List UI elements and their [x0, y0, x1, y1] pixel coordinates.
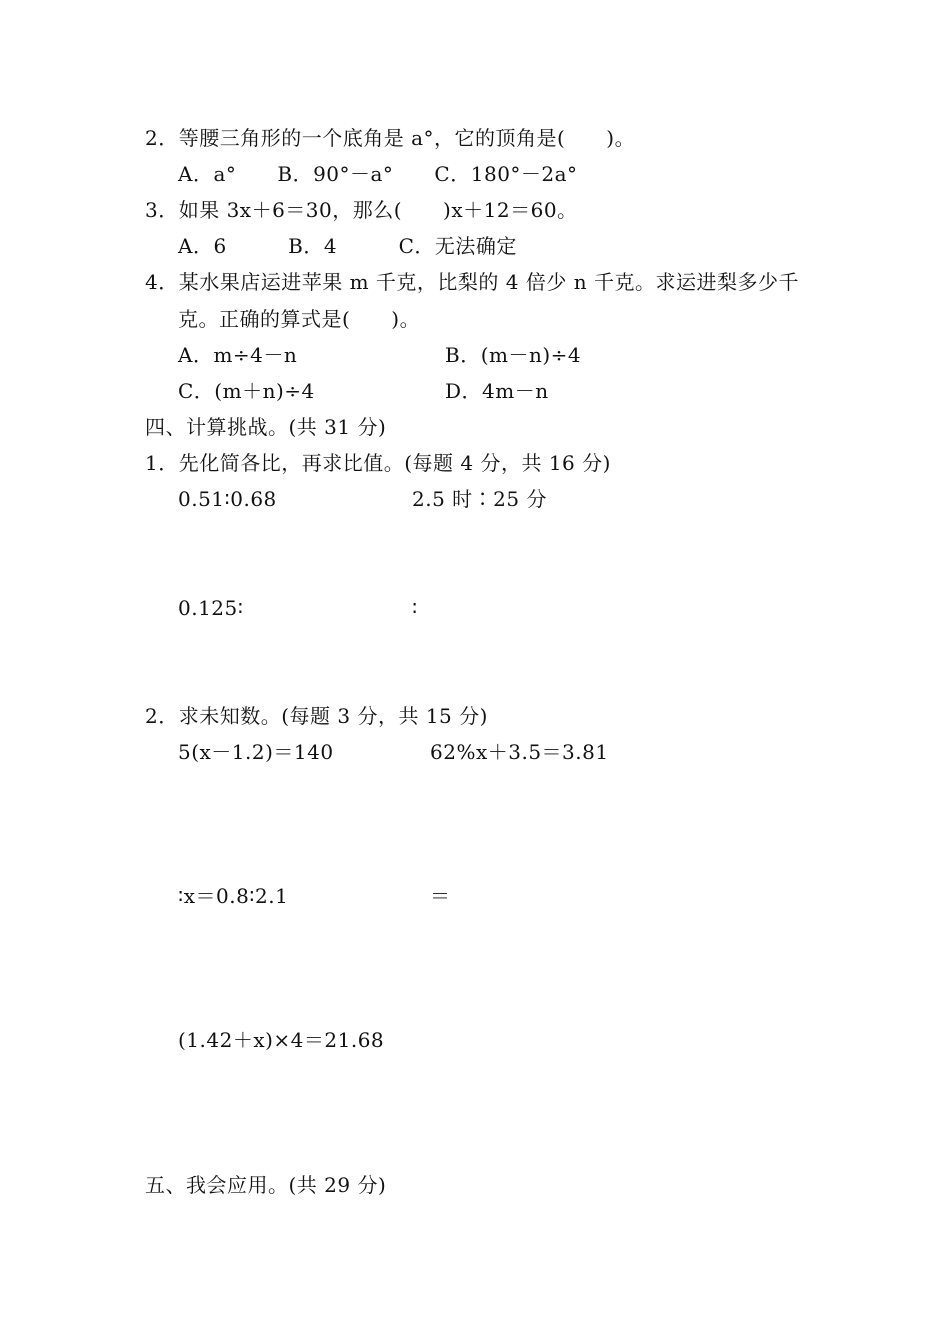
section4-heading: 四、计算挑战。(共 31 分) [145, 415, 387, 439]
q4-option-c: C．(m＋n)÷4 [178, 379, 315, 403]
equation-5: (1.42＋x)×4＝21.68 [178, 1028, 385, 1052]
ratio-item-1: 0.51∶0.68 [178, 487, 277, 511]
q4-stem-line1: 4．某水果店运进苹果 m 千克，比梨的 4 倍少 n 千克。求运进梨多少千 [145, 270, 799, 294]
q2-options: A．a° B．90°－a° C．180°－2a° [178, 162, 578, 186]
q4-stem-line2: 克。正确的算式是( )。 [178, 307, 421, 331]
ratio-item-3: 0.125∶ [178, 596, 244, 620]
q3-options: A．6 B．4 C．无法确定 [178, 234, 517, 258]
section5-heading: 五、我会应用。(共 29 分) [145, 1173, 387, 1197]
section4-sub1-title: 1．先化简各比，再求比值。(每题 4 分，共 16 分) [145, 451, 611, 475]
q4-option-d: D．4m－n [445, 379, 549, 403]
q4-option-b: B．(m－n)÷4 [445, 343, 582, 367]
q4-option-a: A．m÷4－n [178, 343, 298, 367]
ratio-item-2: 2.5 时∶25 分 [412, 487, 547, 511]
q3-stem: 3．如果 3x＋6＝30，那么( )x＋12＝60。 [145, 198, 578, 222]
section4-sub2-title: 2．求未知数。(每题 3 分，共 15 分) [145, 704, 488, 728]
equation-1: 5(x－1.2)＝140 [178, 740, 334, 764]
ratio-item-4: ∶ [412, 596, 418, 620]
equation-3: ∶x＝0.8∶2.1 [178, 884, 289, 908]
equation-2: 62%x＋3.5＝3.81 [430, 740, 609, 764]
equation-4: ＝ [430, 884, 451, 908]
q2-stem: 2．等腰三角形的一个底角是 a°，它的顶角是( )。 [145, 126, 636, 150]
